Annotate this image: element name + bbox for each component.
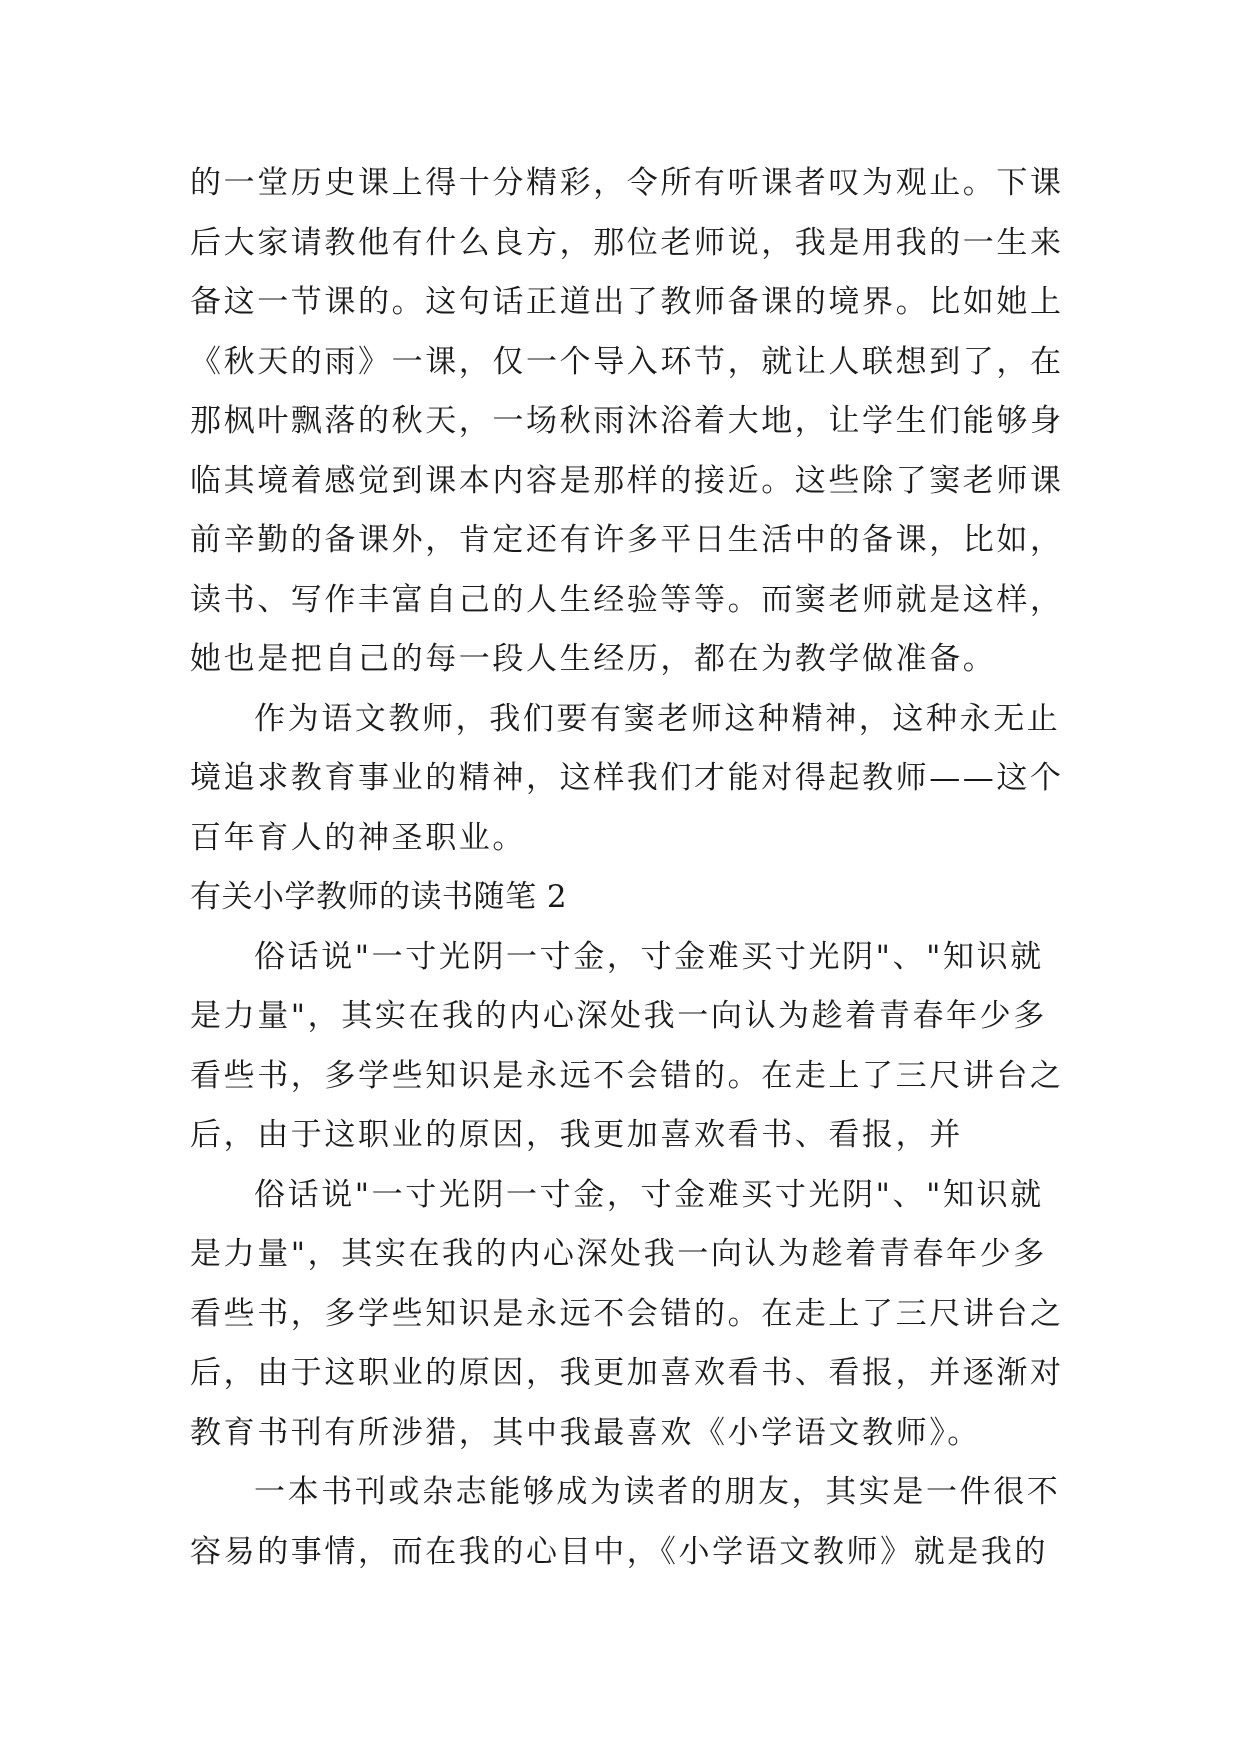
paragraph-start-line: 俗话说"一寸光阴一寸金，寸金难买寸光阴"、"知识就 bbox=[254, 938, 1044, 975]
text-line: 临其境着感觉到课本内容是那样的接近。这些除了窦老师课 bbox=[190, 462, 1064, 499]
text-line: 后，由于这职业的原因，我更加喜欢看书、看报，并逐渐对 bbox=[190, 1355, 1064, 1391]
text-line: 是力量"，其实在我的内心深处我一向认为趁着青春年少多 bbox=[190, 998, 1047, 1034]
text-line: 容易的事情，而在我的心目中，《小学语文教师》就是我的 bbox=[190, 1533, 1049, 1570]
text-line: 前辛勤的备课外，肯定还有许多平日生活中的备课，比如， bbox=[190, 522, 1064, 558]
text-line: 境追求教育事业的精神，这样我们才能对得起教师——这个 bbox=[190, 760, 1064, 796]
text-line: 百年育人的神圣职业。 bbox=[190, 819, 526, 856]
text-line: 读书、写作丰富自己的人生经验等等。而窦老师就是这样， bbox=[190, 581, 1064, 618]
paragraph-start-line: 俗话说"一寸光阴一寸金，寸金难买寸光阴"、"知识就 bbox=[254, 1176, 1044, 1213]
text-line: 的一堂历史课上得十分精彩，令所有听课者叹为观止。下课 bbox=[190, 165, 1064, 201]
text-line: 《秋天的雨》一课，仅一个导入环节，就让人联想到了，在 bbox=[190, 343, 1064, 380]
paragraph-start-line: 作为语文教师，我们要有窦老师这种精神，这种永无止 bbox=[254, 700, 1061, 737]
text-line: 教育书刊有所涉猎，其中我最喜欢《小学语文教师》。 bbox=[190, 1414, 981, 1451]
section-heading: 有关小学教师的读书随笔 2 bbox=[190, 879, 568, 915]
text-line: 是力量"，其实在我的内心深处我一向认为趁着青春年少多 bbox=[190, 1236, 1047, 1272]
text-line: 后大家请教他有什么良方，那位老师说，我是用我的一生来 bbox=[190, 224, 1064, 261]
text-line: 那枫叶飘落的秋天，一场秋雨沐浴着大地，让学生们能够身 bbox=[190, 403, 1064, 439]
paragraph-start-line: 一本书刊或杂志能够成为读者的朋友，其实是一件很不 bbox=[254, 1474, 1061, 1510]
text-line: 后，由于这职业的原因，我更加喜欢看书、看报，并 bbox=[190, 1117, 963, 1153]
text-line: 看些书，多学些知识是永远不会错的。在走上了三尺讲台之 bbox=[190, 1295, 1064, 1332]
text-line: 备这一节课的。这句话正道出了教师备课的境界。比如她上 bbox=[190, 284, 1064, 320]
document-page bbox=[190, 154, 1066, 1582]
text-line: 看些书，多学些知识是永远不会错的。在走上了三尺讲台之 bbox=[190, 1057, 1064, 1094]
text-line: 她也是把自己的每一段人生经历，都在为教学做准备。 bbox=[190, 641, 997, 677]
